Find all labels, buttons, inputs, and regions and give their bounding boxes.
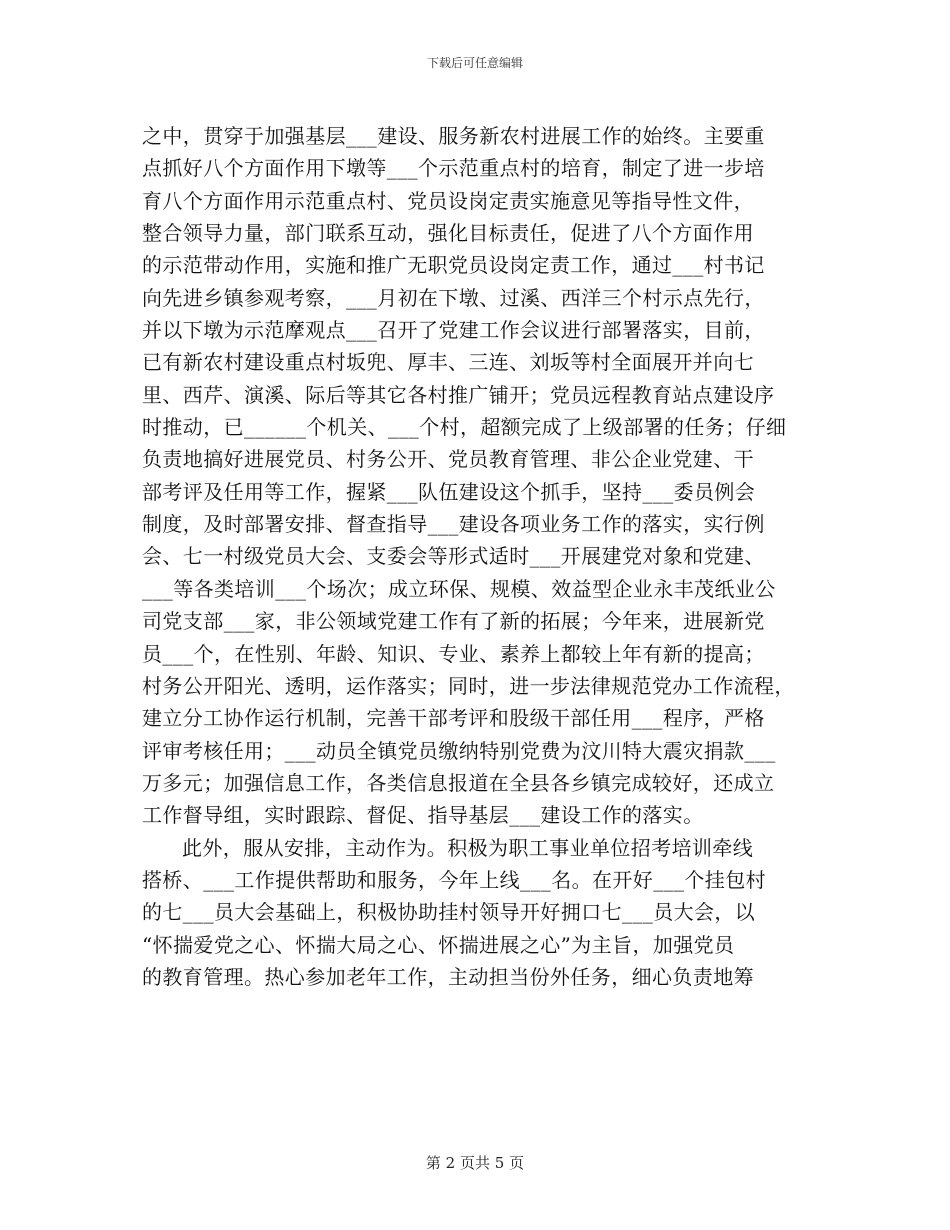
text-line: 部考评及任用等工作，握紧___队伍建设这个抓手，坚持___委员例会 <box>142 479 756 504</box>
text-line: 负责地搞好进展党员、村务公开、党员教育管理、非公企业党建、干 <box>142 447 754 472</box>
text-line: 已有新农村建设重点村坂兜、厚丰、三连、刘坂等村全面展开并向七 <box>142 350 754 375</box>
text-line: 村务公开阳光、透明，运作落实；同时，进一步法律规范党办工作流程， <box>142 673 795 698</box>
text-line: 整合领导力量，部门联系互动，强化目标责任，促进了八个方面作用 <box>142 221 754 246</box>
body-text <box>142 120 832 993</box>
text-line: 的示范带动作用，实施和推广无职党员设岗定责工作，通过___村书记 <box>142 253 765 278</box>
text-line: 之中，贯穿于加强基层___建设、服务新农村进展工作的始终。主要重 <box>142 124 765 148</box>
text-line: 建立分工协作运行机制，完善干部考评和股级干部任用___程序，严格 <box>142 706 765 731</box>
text-line: 向先进乡镇参观考察，___月初在下墩、过溪、西洋三个村示点先行， <box>142 285 765 310</box>
text-line: 里、西芹、演溪、际后等其它各村推广铺开；党员远程教育站点建设序 <box>142 382 775 407</box>
text-line: 会、七一村级党员大会、支委会等形式适时___开展建党对象和党建、 <box>142 544 765 569</box>
text-line: 员___个，在性别、年龄、知识、专业、素养上都较上年有新的提高； <box>142 641 765 666</box>
text-line: 制度，及时部署安排、督查指导___建设各项业务工作的落实，实行例 <box>142 512 765 537</box>
text-line: 的七___员大会基础上，积极协助挂村领导开好拥口七___员大会，以 <box>142 900 756 925</box>
text-line: 点抓好八个方面作用下墩等___个示范重点村的培育，制定了进一步培 <box>142 156 765 181</box>
text-line: 并以下墩为示范摩观点___召开了党建工作会议进行部署落实，目前， <box>142 318 765 343</box>
text-line: 司党支部___家，非公领域党建工作有了新的拓展；今年来，进展新党 <box>142 609 765 634</box>
paragraph-start-line: 此外，服从安排，主动作为。积极为职工事业单位招考培训牵线 <box>182 835 754 860</box>
page-header: 下载后可任意编辑 <box>426 56 523 70</box>
page-footer: 第 2 页共 5 页 <box>425 1154 525 1172</box>
text-line: 的教育管理。热心参加老年工作，主动担当份外任务，细心负责地筹 <box>142 964 754 989</box>
text-line: 育八个方面作用示范重点村、党员设岗定责实施意见等指导性文件， <box>142 188 754 213</box>
text-line: ___等各类培训___个场次；成立环保、规模、效益型企业永丰茂纸业公 <box>142 576 776 601</box>
text-line: “怀揣爱党之心、怀揣大局之心、怀揣进展之心”为主旨，加强党员 <box>142 932 735 957</box>
text-line: 工作督导组，实时跟踪、督促、指导基层___建设工作的落实。 <box>142 803 704 828</box>
text-line: 时推动，已______个机关、___个村，超额完成了上级部署的任务；仔细 <box>142 415 787 440</box>
text-line: 搭桥、___工作提供帮助和服务，今年上线___名。在开好___个挂包村 <box>142 867 766 892</box>
text-line: 评审考核任用；___动员全镇党员缴纳特别党费为汶川特大震灾捐款___ <box>142 738 776 763</box>
text-line: 万多元；加强信息工作，各类信息报道在全县各乡镇完成较好，还成立 <box>142 770 775 795</box>
